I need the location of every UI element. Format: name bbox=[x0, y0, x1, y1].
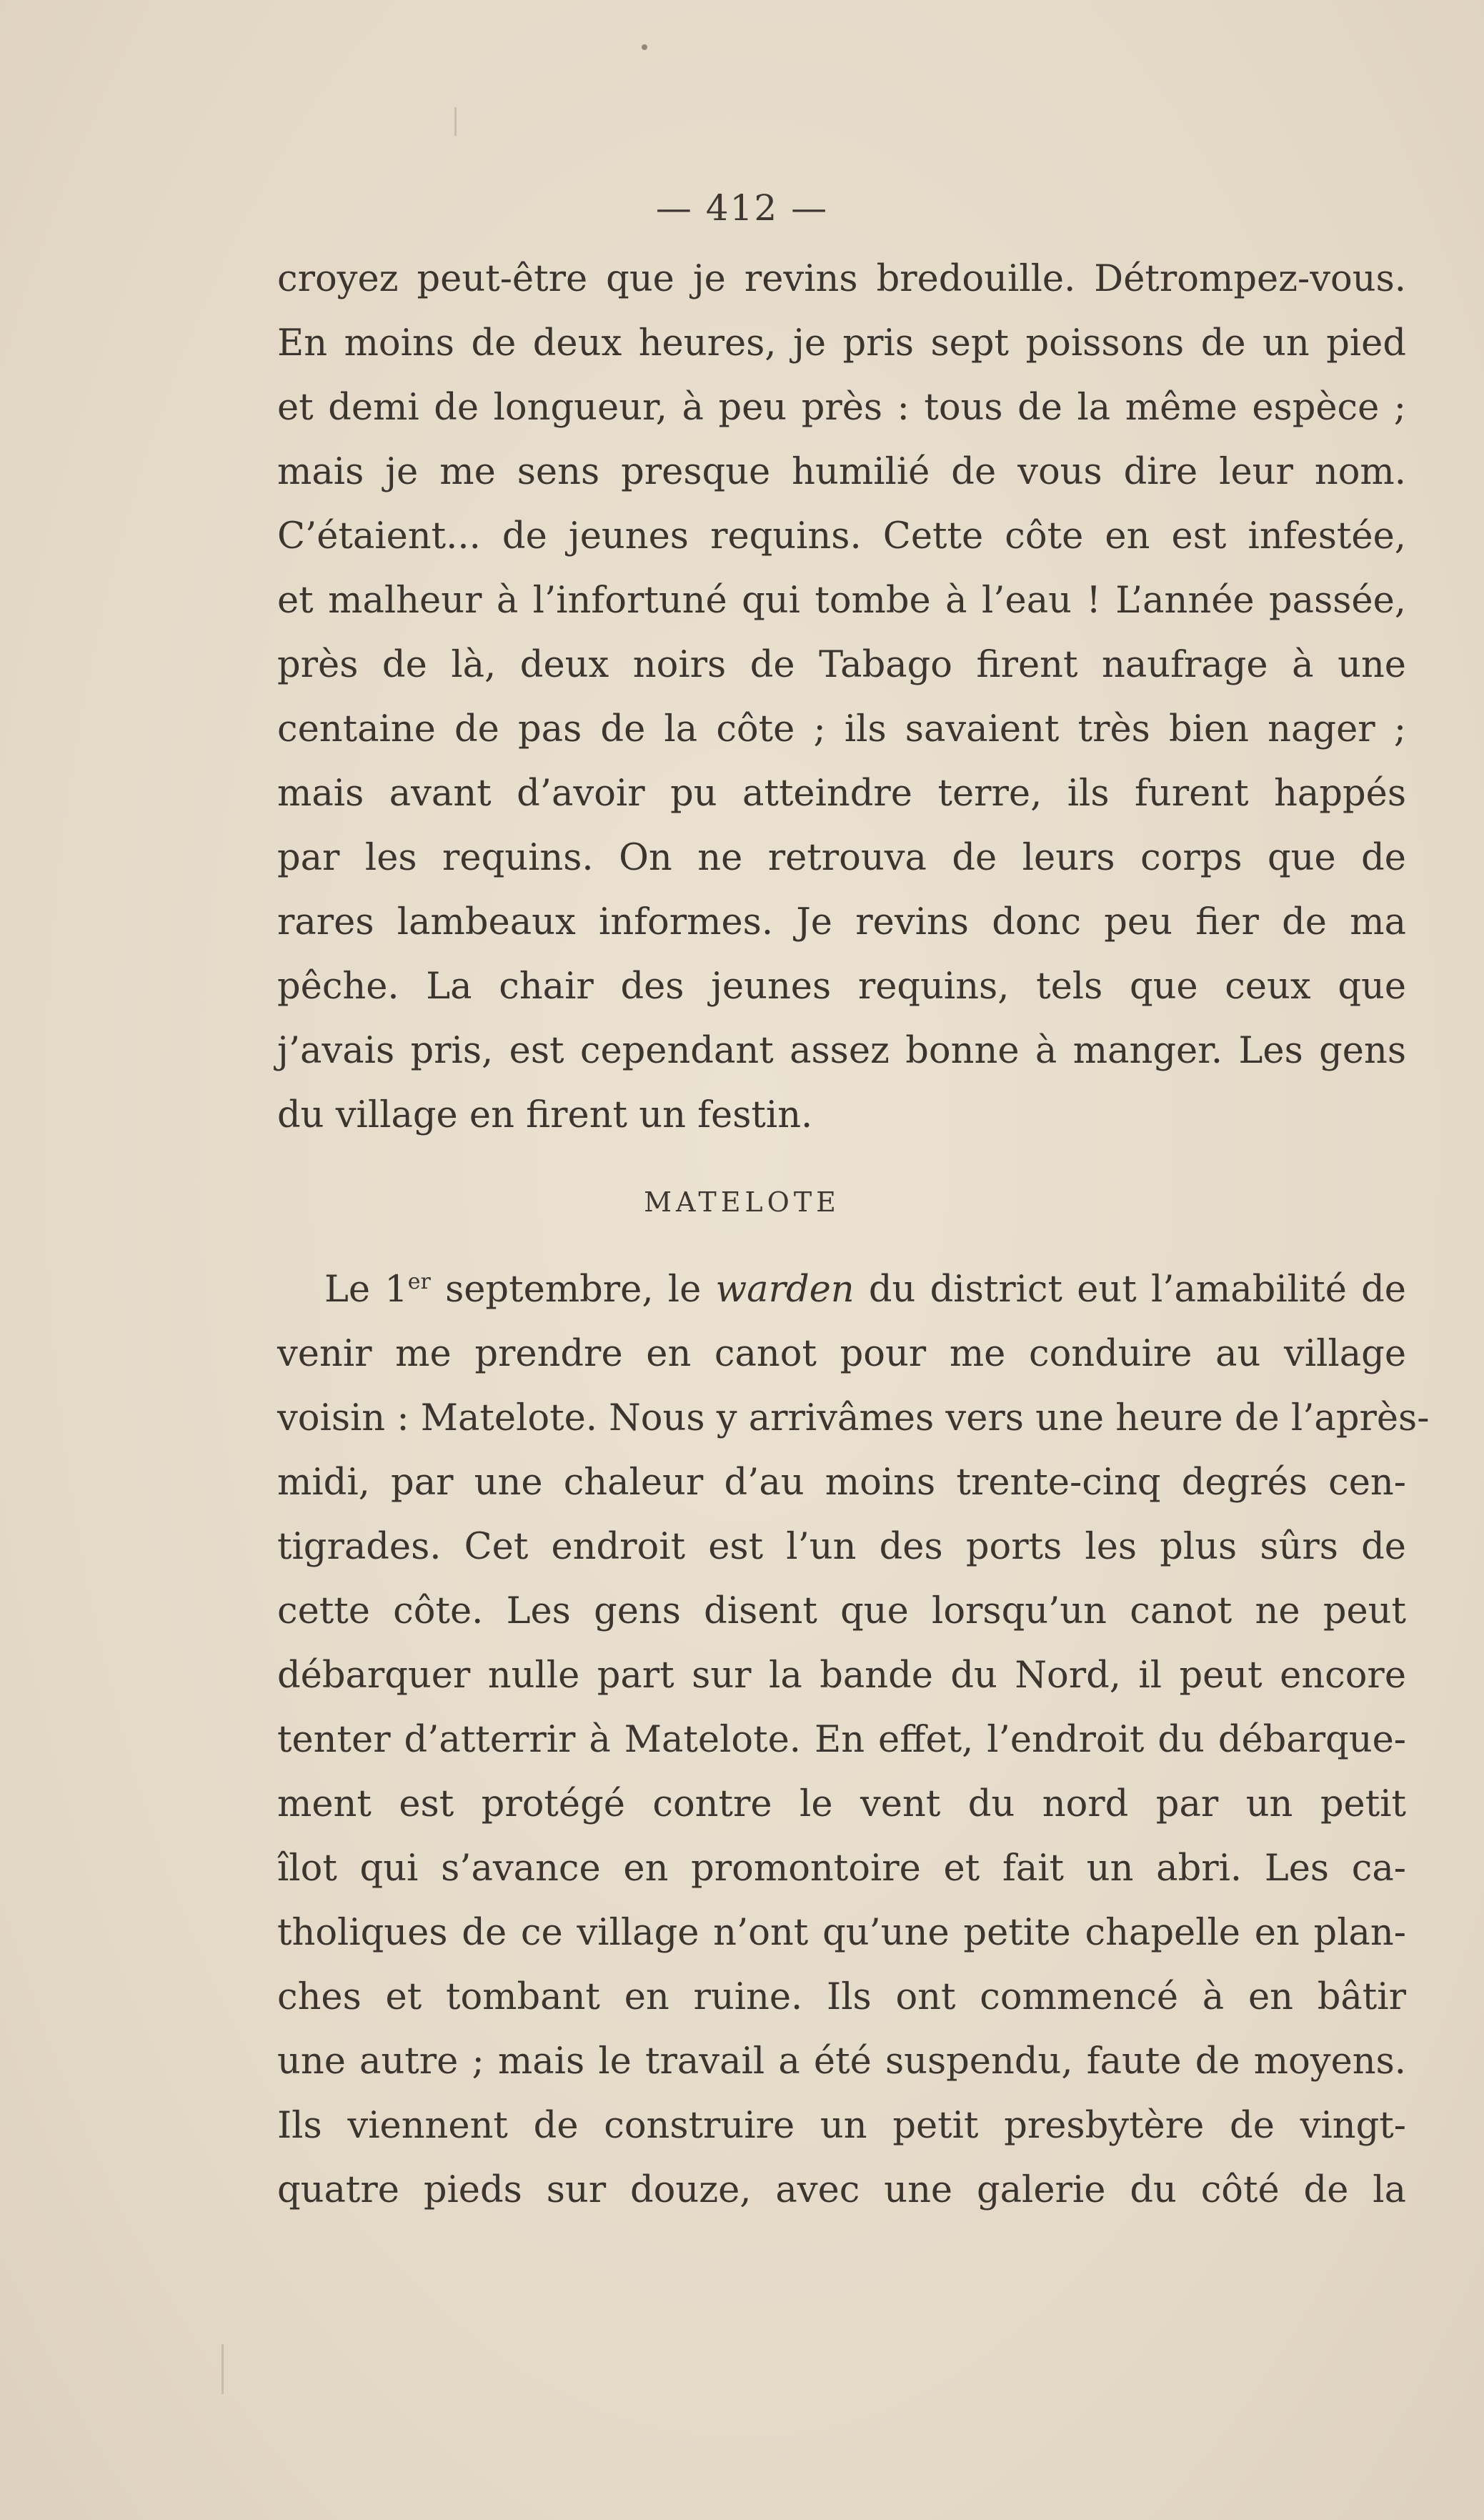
text-line: près de là, deux noirs de Tabago firent naufrage à une bbox=[277, 644, 1406, 686]
paragraph-matelote bbox=[277, 1258, 1430, 2223]
superscript: er bbox=[407, 1269, 431, 1294]
text-line: En moins de deux heures, je pris sept poissons de un pied bbox=[277, 322, 1406, 364]
text-fragment: Le 1 bbox=[324, 1269, 408, 1311]
text-line: tigrades. Cet endroit est l’un des ports les plus sûrs de bbox=[277, 1526, 1406, 1568]
paragraph-continued bbox=[277, 247, 1406, 1148]
text-line: tholiques de ce village n’ont qu’une petite chapelle en plan- bbox=[277, 1912, 1406, 1954]
text-line: par les requins. On ne retrouva de leurs corps que de bbox=[277, 837, 1406, 879]
text-line: mais je me sens presque humilié de vous dire leur nom. bbox=[277, 451, 1406, 493]
text-line: et demi de longueur, à peu près : tous de la même espèce ; bbox=[277, 387, 1406, 429]
text-line: une autre ; mais le travail a été suspendu, faute de moyens. bbox=[277, 2040, 1406, 2083]
text-line: débarquer nulle part sur la bande du Nord, il peut encore bbox=[277, 1655, 1406, 1697]
text-line: quatre pieds sur douze, avec une galerie du côté de la bbox=[277, 2169, 1406, 2211]
text-line: cette côte. Les gens disent que lorsqu’un canot ne peut bbox=[277, 1590, 1406, 1632]
text-line-first bbox=[277, 1258, 1406, 1322]
text-line: j’avais pris, est cependant assez bonne à manger. Les gens bbox=[277, 1030, 1406, 1072]
paper-mark bbox=[221, 2344, 224, 2394]
text-line: croyez peut-être que je revins bredouille. Détrompez-vous. bbox=[277, 258, 1406, 300]
text-line: Ils viennent de construire un petit presbytère de vingt- bbox=[277, 2105, 1406, 2147]
text-line: tenter d’atterrir à Matelote. En effet, l’endroit du débarque- bbox=[277, 1719, 1406, 1761]
page-number: — 412 — bbox=[655, 187, 829, 229]
paper-mark bbox=[454, 107, 457, 136]
text-line: îlot qui s’avance en promontoire et fait un abri. Les ca- bbox=[277, 1847, 1406, 1890]
text-line: midi, par une chaleur d’au moins trente-cinq degrés cen- bbox=[277, 1462, 1406, 1504]
italic-term: warden bbox=[715, 1269, 855, 1311]
text-line: venir me prendre en canot pour me conduire au village bbox=[277, 1333, 1406, 1375]
text-line: pêche. La chair des jeunes requins, tels que ceux que bbox=[277, 966, 1406, 1008]
text-line: mais avant d’avoir pu atteindre terre, ils furent happés bbox=[277, 773, 1406, 815]
text-line: du village en firent un festin. bbox=[277, 1094, 813, 1136]
text-line: rares lambeaux informes. Je revins donc peu fier de ma bbox=[277, 901, 1406, 943]
text-fragment: du district eut l’amabilité de bbox=[854, 1269, 1406, 1311]
text-line: et malheur à l’infortuné qui tombe à l’eau ! L’année passée, bbox=[277, 580, 1406, 622]
text-line: ment est protégé contre le vent du nord par un petit bbox=[277, 1783, 1406, 1825]
text-line: ches et tombant en ruine. Ils ont commencé à en bâtir bbox=[277, 1976, 1406, 2018]
text-line: centaine de pas de la côte ; ils savaient très bien nager ; bbox=[277, 708, 1406, 750]
text-line: voisin : Matelote. Nous y arrivâmes vers une heure de l’après- bbox=[277, 1397, 1430, 1439]
section-heading: MATELOTE bbox=[644, 1186, 840, 1218]
text-line: C’étaient... de jeunes requins. Cette côte en est infestée, bbox=[277, 515, 1406, 557]
text-fragment: septembre, le bbox=[430, 1269, 716, 1311]
print-speck bbox=[642, 44, 647, 50]
